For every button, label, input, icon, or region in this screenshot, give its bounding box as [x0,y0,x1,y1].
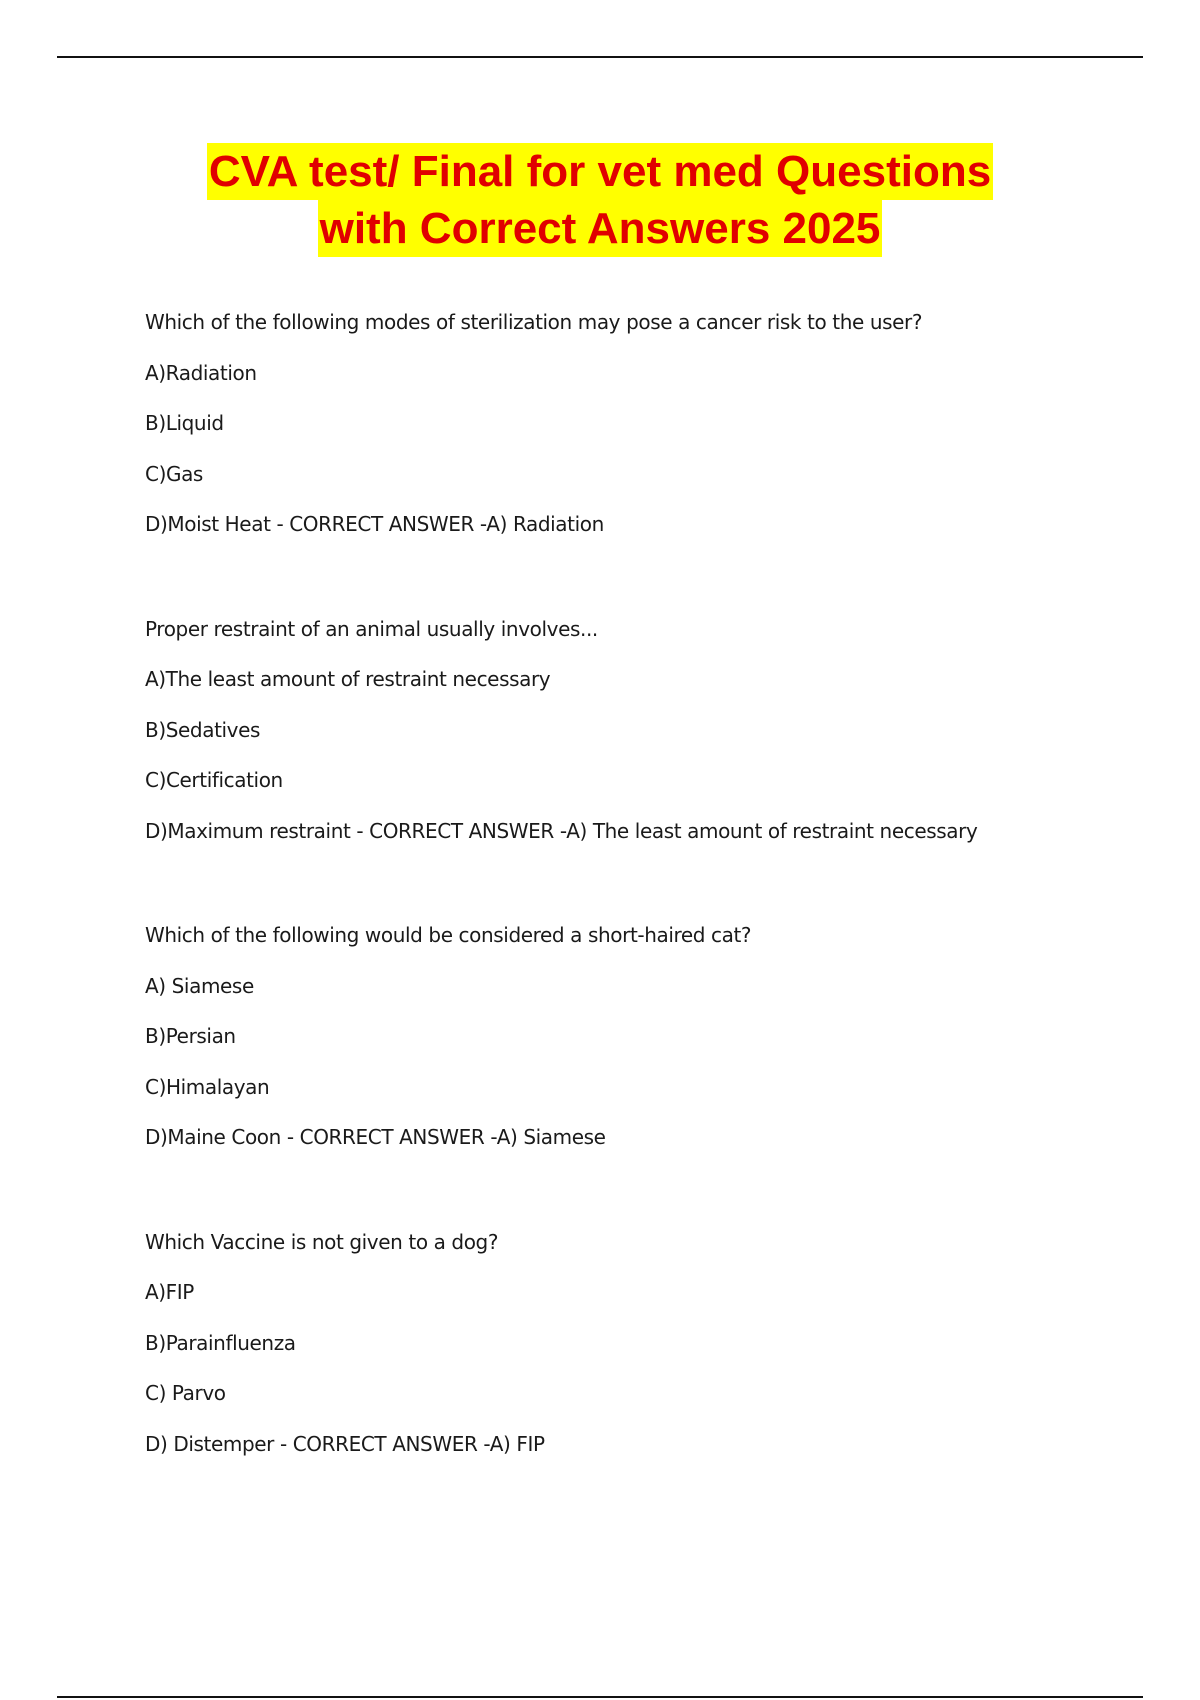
title-line-1: CVA test/ Final for vet med Questions [207,143,993,200]
answer-option-a: A)Radiation [145,360,257,385]
question-2 [145,617,1145,870]
answer-option-c: C) Parvo [145,1381,226,1405]
answer-option-c: C)Gas [145,461,203,486]
question-1 [145,310,1145,563]
answer-option-d-with-correct-answer: D)Maximum restraint - CORRECT ANSWER -A) The least amount of restraint necessary [145,818,978,843]
answer-option-c: C)Himalayan [145,1074,270,1099]
question-prompt: Proper restraint of an animal usually involves... [145,616,598,641]
answer-option-b: B)Sedatives [145,717,261,742]
question-prompt: Which Vaccine is not given to a dog? [145,1229,499,1254]
question-4 [145,1230,1145,1483]
answer-option-a: A) Siamese [145,973,254,998]
question-prompt: Which of the following would be considered a short-haired cat? [145,923,752,947]
answer-option-d-with-correct-answer: D)Moist Heat - CORRECT ANSWER -A) Radiation [145,512,604,536]
answer-option-a: A)The least amount of restraint necessary [145,667,551,691]
answer-option-c: C)Certification [145,768,283,792]
answer-option-b: B)Parainfluenza [145,1330,296,1355]
title-line-2: with Correct Answers 2025 [318,200,883,257]
top-rule [57,56,1143,58]
answer-option-d-with-correct-answer: D)Maine Coon - CORRECT ANSWER -A) Siamese [145,1125,606,1149]
answer-option-a: A)FIP [145,1280,194,1304]
question-3 [145,923,1145,1176]
document-title [0,143,1200,257]
question-list [145,310,1145,1536]
bottom-rule [57,1696,1143,1698]
answer-option-d-with-correct-answer: D) Distemper - CORRECT ANSWER -A) FIP [145,1431,545,1456]
answer-option-b: B)Liquid [145,411,224,435]
question-prompt: Which of the following modes of sterilization may pose a cancer risk to the user? [145,310,923,334]
answer-option-b: B)Persian [145,1024,236,1048]
